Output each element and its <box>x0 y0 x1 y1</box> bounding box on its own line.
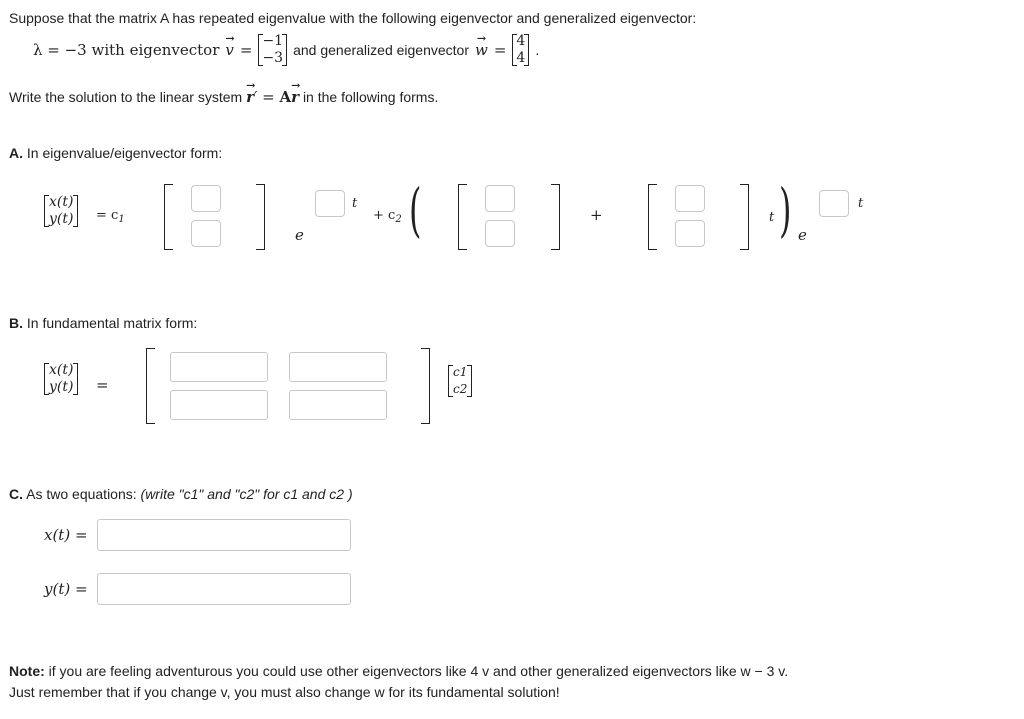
vec1-left-bracket <box>164 184 173 250</box>
plus-c2: + $c_2$ <box>373 208 402 225</box>
part-c-heading: C. As two equations: (write "c1" and "c2" for c1 and c2 ) <box>9 486 353 502</box>
t-multiplier: t <box>769 210 775 225</box>
exp-base-2: e <box>798 226 807 244</box>
fund-matrix-r1c2-input[interactable] <box>289 352 387 382</box>
right-paren: ) <box>779 176 792 244</box>
vec3-entry-1-input[interactable] <box>675 185 705 212</box>
v-symbol: → v <box>225 41 233 59</box>
constants-vector: c1 c2 <box>448 364 472 398</box>
fund-matrix-r2c1-input[interactable] <box>170 390 268 420</box>
vec3-right-bracket <box>740 184 749 250</box>
vec3-entry-2-input[interactable] <box>675 220 705 247</box>
v-entry-1: −1 <box>262 33 284 49</box>
w-entry-2: 4 <box>516 50 526 66</box>
vec3-left-bracket <box>648 184 657 250</box>
vec2-entry-1-input[interactable] <box>485 185 515 212</box>
v-entry-2: −3 <box>262 50 284 66</box>
exp-t-2: t <box>858 196 864 211</box>
vec2-left-bracket <box>458 184 467 250</box>
problem-statement: Suppose that the matrix A has repeated eigenvalue with the following eigenvector and generalized eigenvector: <box>9 10 697 26</box>
part-a-eq-c1: = $c_1$ <box>96 208 125 225</box>
part-a-heading: A. In eigenvalue/eigenvector form: <box>9 145 223 161</box>
vec2-right-bracket <box>551 184 560 250</box>
fund-matrix-right-bracket <box>421 348 430 424</box>
w-symbol: → w <box>475 41 488 59</box>
exp-t-1: t <box>352 196 358 211</box>
eigen-info-line: λ = −3 with eigenvector → v = −1 −3 and generalized eigenvector → w = 4 4 . <box>33 28 539 72</box>
fund-matrix-r2c2-input[interactable] <box>289 390 387 420</box>
plus-sign: + <box>590 206 603 224</box>
y-equation-input[interactable] <box>97 573 351 605</box>
lambda-text: λ = −3 with eigenvector <box>33 41 220 59</box>
exponent-1-input[interactable] <box>315 190 345 217</box>
left-paren: ( <box>409 176 422 244</box>
part-b-heading: B. In fundamental matrix form: <box>9 315 198 331</box>
part-b-eq: = <box>96 376 109 394</box>
vec1-entry-2-input[interactable] <box>191 220 221 247</box>
generalized-eigenvector-matrix <box>512 33 529 67</box>
part-a-lhs: x(t) y(t) <box>44 194 78 228</box>
fund-matrix-left-bracket <box>146 348 155 424</box>
system-statement: Write the solution to the linear system → r′ = A→ r in the following forms. <box>9 88 438 106</box>
vec2-entry-2-input[interactable] <box>485 220 515 247</box>
w-entry-1: 4 <box>516 33 526 49</box>
y-equation-label: y(t) = <box>44 580 88 598</box>
vec1-entry-1-input[interactable] <box>191 185 221 212</box>
vec1-right-bracket <box>256 184 265 250</box>
x-equation-input[interactable] <box>97 519 351 551</box>
x-equation-label: x(t) = <box>44 526 88 544</box>
note-line-2: Just remember that if you change v, you must also change w for its fundamental solution! <box>9 684 560 700</box>
and-text: and generalized eigenvector <box>293 42 469 58</box>
note-line-1: Note: if you are feeling adventurous you could use other eigenvectors like 4 v and other generalized eigenvectors like w − 3 v. <box>9 663 789 679</box>
exp-base-1: e <box>295 226 304 244</box>
eigenvector-matrix <box>258 33 287 67</box>
fund-matrix-r1c1-input[interactable] <box>170 352 268 382</box>
exponent-2-input[interactable] <box>819 190 849 217</box>
part-b-lhs: x(t) y(t) <box>44 362 78 396</box>
